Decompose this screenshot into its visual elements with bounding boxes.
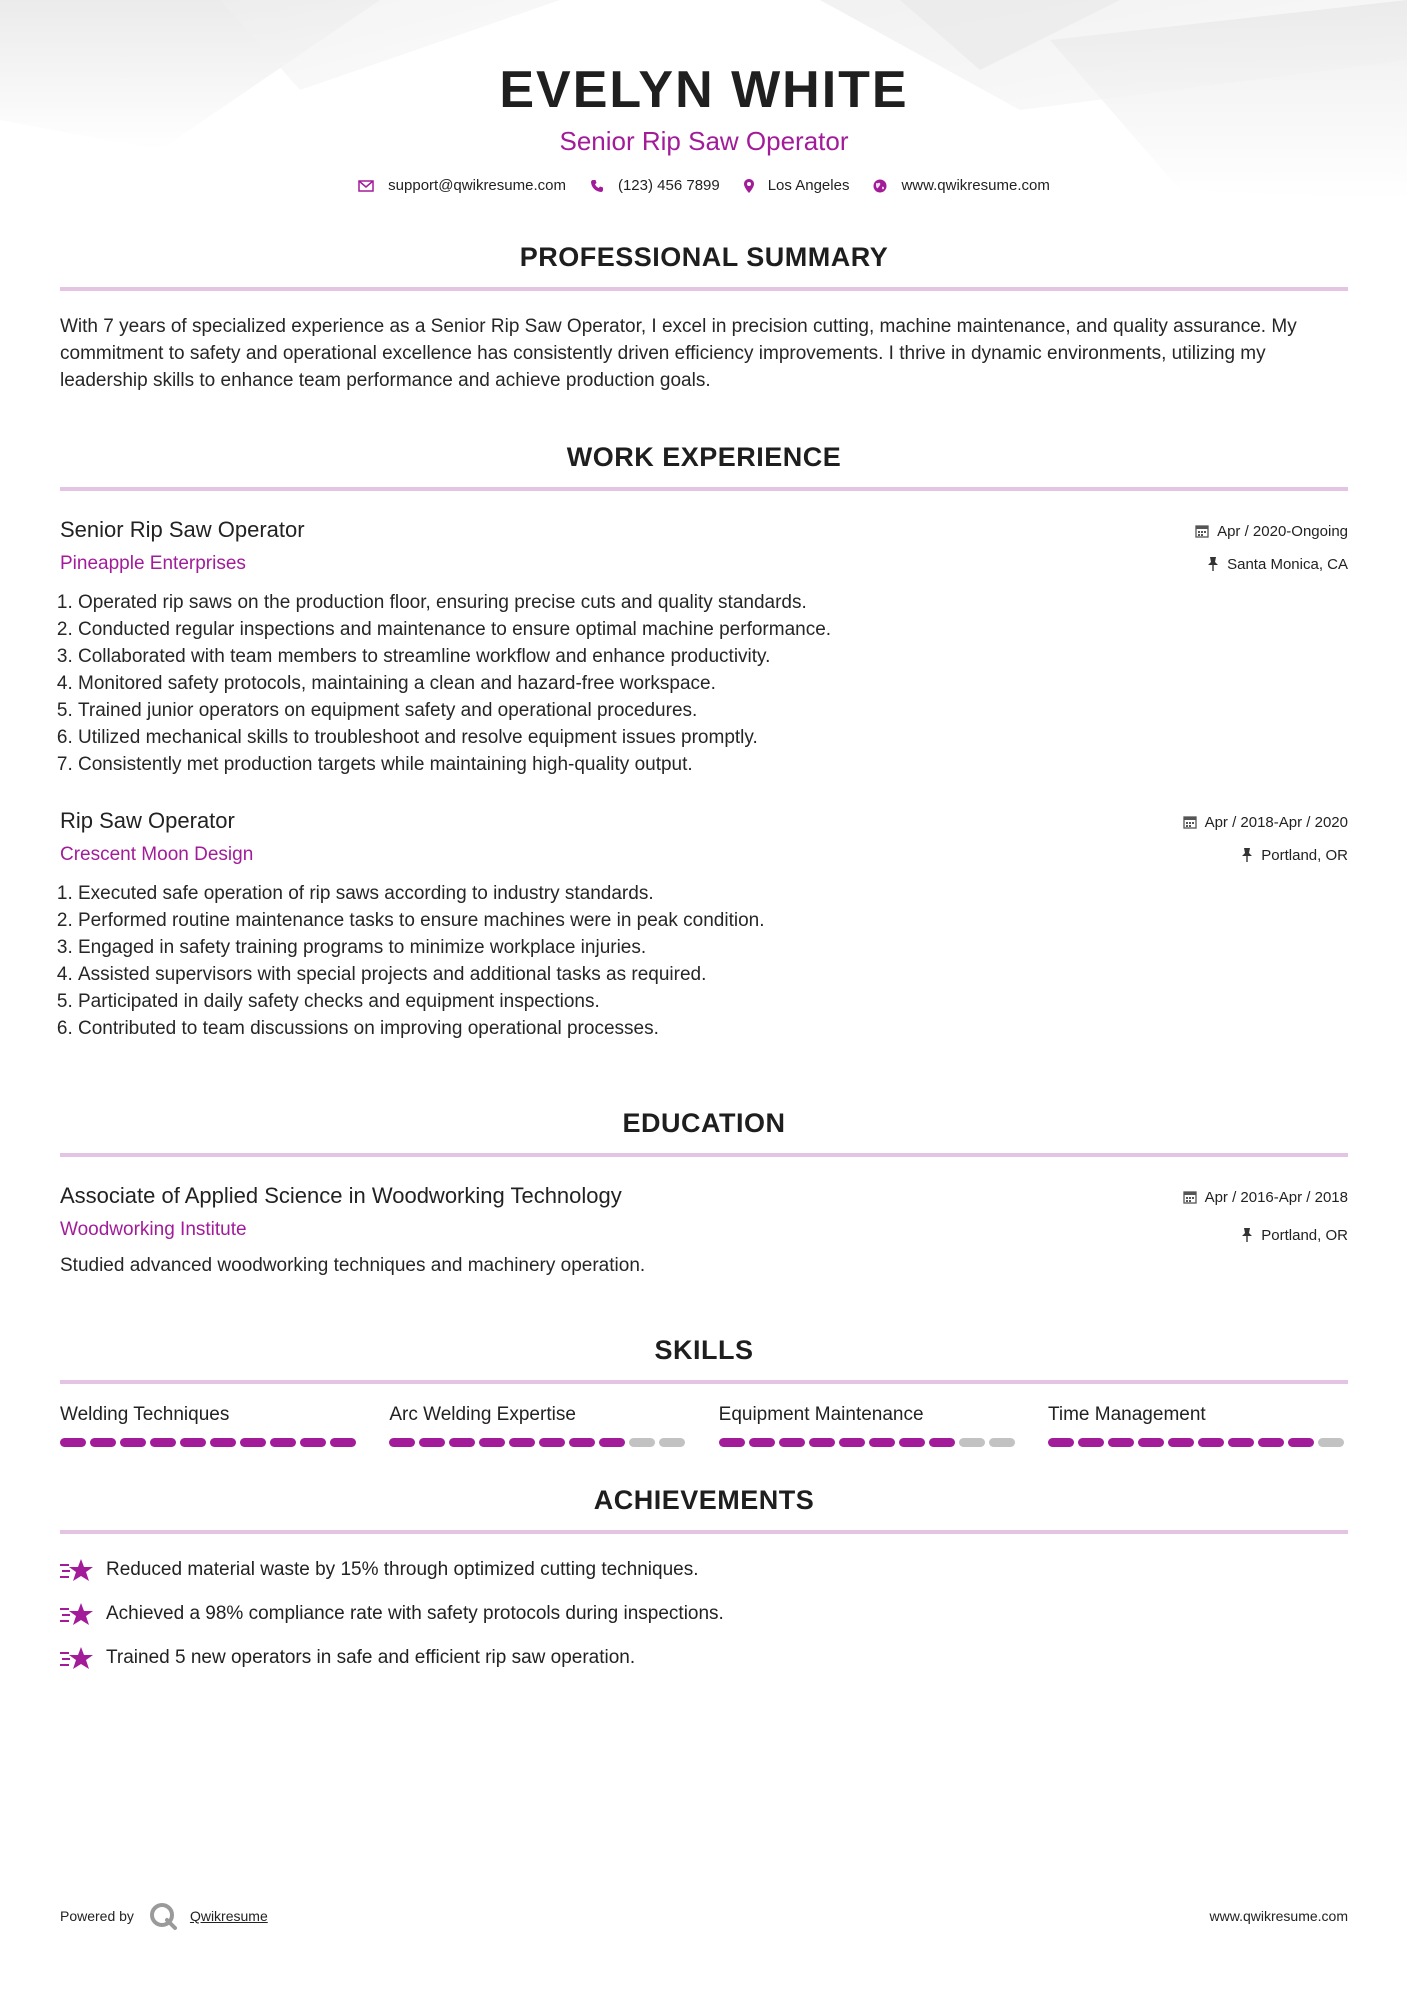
skill-item: [1048, 1404, 1348, 1447]
pushpin-icon: [1241, 1228, 1253, 1242]
envelope-icon: [358, 180, 374, 192]
qwikresume-logo-icon: [148, 1901, 178, 1931]
experience-section: [60, 442, 1348, 1042]
list-item: 4. Monitored safety protocols, maintaining a clean and hazard-free workspace.: [78, 670, 1348, 697]
skill-item: [389, 1404, 689, 1447]
skill-segment-filled: [779, 1438, 805, 1447]
skill-segment-filled: [1288, 1438, 1314, 1447]
education-description: Studied advanced woodworking techniques and machinery operation.: [60, 1255, 646, 1276]
achievement-item: [60, 1600, 1348, 1628]
skill-segment-filled: [1048, 1438, 1074, 1447]
skill-name: Equipment Maintenance: [718, 1404, 924, 1425]
skill-segment-filled: [839, 1438, 865, 1447]
education-location: [1183, 1225, 1348, 1245]
skill-segment-filled: [929, 1438, 955, 1447]
skill-level-bar: [60, 1438, 360, 1447]
achievements-section: [60, 1485, 1348, 1672]
job-company: Pineapple Enterprises: [60, 553, 246, 574]
summary-section: [60, 242, 1348, 394]
contact-email-text: support@qwikresume.com: [388, 177, 566, 194]
skill-item: [719, 1404, 1019, 1447]
section-divider: [60, 487, 1348, 491]
contact-bar: [60, 177, 1348, 194]
achievements-heading: ACHIEVEMENTS: [593, 1485, 815, 1515]
skill-segment-filled: [869, 1438, 895, 1447]
contact-website-text: www.qwikresume.com: [901, 177, 1050, 194]
job-dates: [1195, 521, 1348, 541]
skill-level-bar: [1048, 1438, 1348, 1447]
education-dates: [1183, 1187, 1348, 1207]
shooting-star-icon: [60, 1644, 94, 1672]
degree-title: Associate of Applied Science in Woodworking Technology: [60, 1183, 622, 1208]
job-company: Crescent Moon Design: [60, 844, 254, 865]
list-item: 1. Executed safe operation of rip saws according to industry standards.: [78, 880, 1348, 907]
summary-heading: PROFESSIONAL SUMMARY: [519, 242, 889, 272]
phone-icon: [590, 179, 604, 193]
job-bullets: [60, 880, 1348, 1042]
skill-segment-filled: [809, 1438, 835, 1447]
job-location: [1195, 554, 1348, 574]
achievement-item: [60, 1644, 1348, 1672]
achievement-text: Trained 5 new operators in safe and efficient rip saw operation.: [106, 1647, 636, 1668]
section-divider: [60, 287, 1348, 291]
skill-segment-filled: [749, 1438, 775, 1447]
skill-segment-filled: [60, 1438, 86, 1447]
skill-segment-filled: [150, 1438, 176, 1447]
experience-heading: WORK EXPERIENCE: [566, 442, 842, 472]
list-item: 6. Contributed to team discussions on improving operational processes.: [78, 1015, 1348, 1042]
skill-level-bar: [719, 1438, 1019, 1447]
skill-name: Arc Welding Expertise: [389, 1404, 576, 1425]
list-item: 1. Operated rip saws on the production floor, ensuring precise cuts and quality standards.: [78, 589, 1348, 616]
skill-segment-filled: [449, 1438, 475, 1447]
list-item: 2. Performed routine maintenance tasks to ensure machines were in peak condition.: [78, 907, 1348, 934]
pushpin-icon: [1207, 557, 1219, 571]
job-location-text: Portland, OR: [1261, 846, 1348, 864]
job-title: Senior Rip Saw Operator: [60, 517, 305, 542]
contact-phone-text: (123) 456 7899: [617, 177, 720, 194]
list-item: 6. Utilized mechanical skills to troubleshoot and resolve equipment issues promptly.: [78, 724, 1348, 751]
skill-segment-filled: [1228, 1438, 1254, 1447]
candidate-role: Senior Rip Saw Operator: [559, 126, 849, 156]
education-dates-text: Apr / 2016-Apr / 2018: [1204, 1188, 1348, 1206]
contact-email[interactable]: [358, 177, 566, 194]
skill-level-bar: [389, 1438, 689, 1447]
list-item: 3. Collaborated with team members to streamline workflow and enhance productivity.: [78, 643, 1348, 670]
skill-segment-filled: [569, 1438, 595, 1447]
skill-segment-filled: [1198, 1438, 1224, 1447]
job-entry: [60, 808, 1348, 1042]
powered-by: [60, 1901, 268, 1931]
section-divider: [60, 1380, 1348, 1384]
education-meta: [1183, 1187, 1348, 1245]
skills-heading: SKILLS: [654, 1335, 754, 1365]
skill-segment-filled: [599, 1438, 625, 1447]
skill-segment-filled: [1108, 1438, 1134, 1447]
skill-item: [60, 1404, 360, 1447]
map-pin-icon: [744, 179, 754, 193]
skills-section: [60, 1335, 1348, 1447]
contact-phone[interactable]: [590, 177, 720, 194]
list-item: 4. Assisted supervisors with special projects and additional tasks as required.: [78, 961, 1348, 988]
skill-name: Welding Techniques: [60, 1404, 230, 1425]
skill-segment-filled: [389, 1438, 415, 1447]
skill-segment-filled: [539, 1438, 565, 1447]
skill-segment-filled: [419, 1438, 445, 1447]
powered-by-label: Powered by: [60, 1908, 134, 1924]
school-name: Woodworking Institute: [60, 1219, 247, 1240]
list-item: 5. Trained junior operators on equipment safety and operational procedures.: [78, 697, 1348, 724]
calendar-icon: [1183, 815, 1197, 829]
shooting-star-icon: [60, 1556, 94, 1584]
section-divider: [60, 1153, 1348, 1157]
skills-list: [60, 1404, 1348, 1447]
skill-segment-filled: [719, 1438, 745, 1447]
shooting-star-icon: [60, 1600, 94, 1628]
contact-website[interactable]: [873, 177, 1049, 194]
skill-segment-empty: [659, 1438, 685, 1447]
job-meta: [1183, 812, 1348, 865]
footer-website-link[interactable]: www.qwikresume.com: [1209, 1908, 1348, 1924]
contact-location-text: Los Angeles: [767, 177, 850, 194]
summary-text: With 7 years of specialized experience as a Senior Rip Saw Operator, I excel in precision cutting, machine maintenance, and quality assurance. My commitment to safety and operational excellence has consistently driven efficiency improvements. I thrive in dynamic environments, utilizing my leadership skills to enhance team performance and achieve production goals.: [60, 316, 1297, 391]
achievement-text: Reduced material waste by 15% through optimized cutting techniques.: [106, 1559, 699, 1580]
skill-segment-filled: [90, 1438, 116, 1447]
education-location-text: Portland, OR: [1261, 1226, 1348, 1244]
qwikresume-link[interactable]: Qwikresume: [189, 1908, 268, 1924]
skill-segment-filled: [180, 1438, 206, 1447]
achievement-item: [60, 1556, 1348, 1584]
page-footer: [60, 1900, 1348, 1932]
job-bullets: [60, 589, 1348, 778]
globe-icon: [873, 179, 887, 193]
skill-segment-filled: [1138, 1438, 1164, 1447]
skill-segment-empty: [989, 1438, 1015, 1447]
job-location: [1183, 845, 1348, 865]
skill-segment-empty: [1318, 1438, 1344, 1447]
job-meta: [1195, 521, 1348, 574]
skill-segment-filled: [1168, 1438, 1194, 1447]
skill-segment-filled: [120, 1438, 146, 1447]
achievement-text: Achieved a 98% compliance rate with safety protocols during inspections.: [106, 1603, 724, 1624]
education-heading: EDUCATION: [622, 1108, 786, 1138]
achievements-list: [60, 1556, 1348, 1672]
skill-segment-filled: [270, 1438, 296, 1447]
job-location-text: Santa Monica, CA: [1227, 555, 1348, 573]
pushpin-icon: [1241, 848, 1253, 862]
skill-segment-empty: [959, 1438, 985, 1447]
skill-segment-filled: [899, 1438, 925, 1447]
list-item: 7. Consistently met production targets while maintaining high-quality output.: [78, 751, 1348, 778]
education-entry: [60, 1183, 1348, 1277]
job-entry: [60, 517, 1348, 778]
list-item: 5. Participated in daily safety checks and equipment inspections.: [78, 988, 1348, 1015]
job-title: Rip Saw Operator: [60, 808, 235, 833]
skill-segment-filled: [240, 1438, 266, 1447]
skill-name: Time Management: [1047, 1404, 1206, 1425]
skill-segment-filled: [330, 1438, 356, 1447]
skill-segment-filled: [509, 1438, 535, 1447]
skill-segment-filled: [1078, 1438, 1104, 1447]
skill-segment-filled: [479, 1438, 505, 1447]
resume-content: [60, 0, 1348, 1672]
skill-segment-filled: [300, 1438, 326, 1447]
calendar-icon: [1195, 524, 1209, 538]
job-dates-text: Apr / 2020-Ongoing: [1217, 522, 1348, 540]
skill-segment-empty: [629, 1438, 655, 1447]
list-item: 3. Engaged in safety training programs to minimize workplace injuries.: [78, 934, 1348, 961]
job-dates: [1183, 812, 1348, 832]
skill-segment-filled: [210, 1438, 236, 1447]
section-divider: [60, 1530, 1348, 1534]
list-item: 2. Conducted regular inspections and maintenance to ensure optimal machine performance.: [78, 616, 1348, 643]
resume-header: [60, 60, 1348, 194]
job-dates-text: Apr / 2018-Apr / 2020: [1204, 813, 1348, 831]
contact-location: [744, 177, 850, 194]
skill-segment-filled: [1258, 1438, 1284, 1447]
calendar-icon: [1183, 1190, 1197, 1204]
education-section: [60, 1108, 1348, 1277]
candidate-name: EVELYN WHITE: [499, 61, 909, 119]
